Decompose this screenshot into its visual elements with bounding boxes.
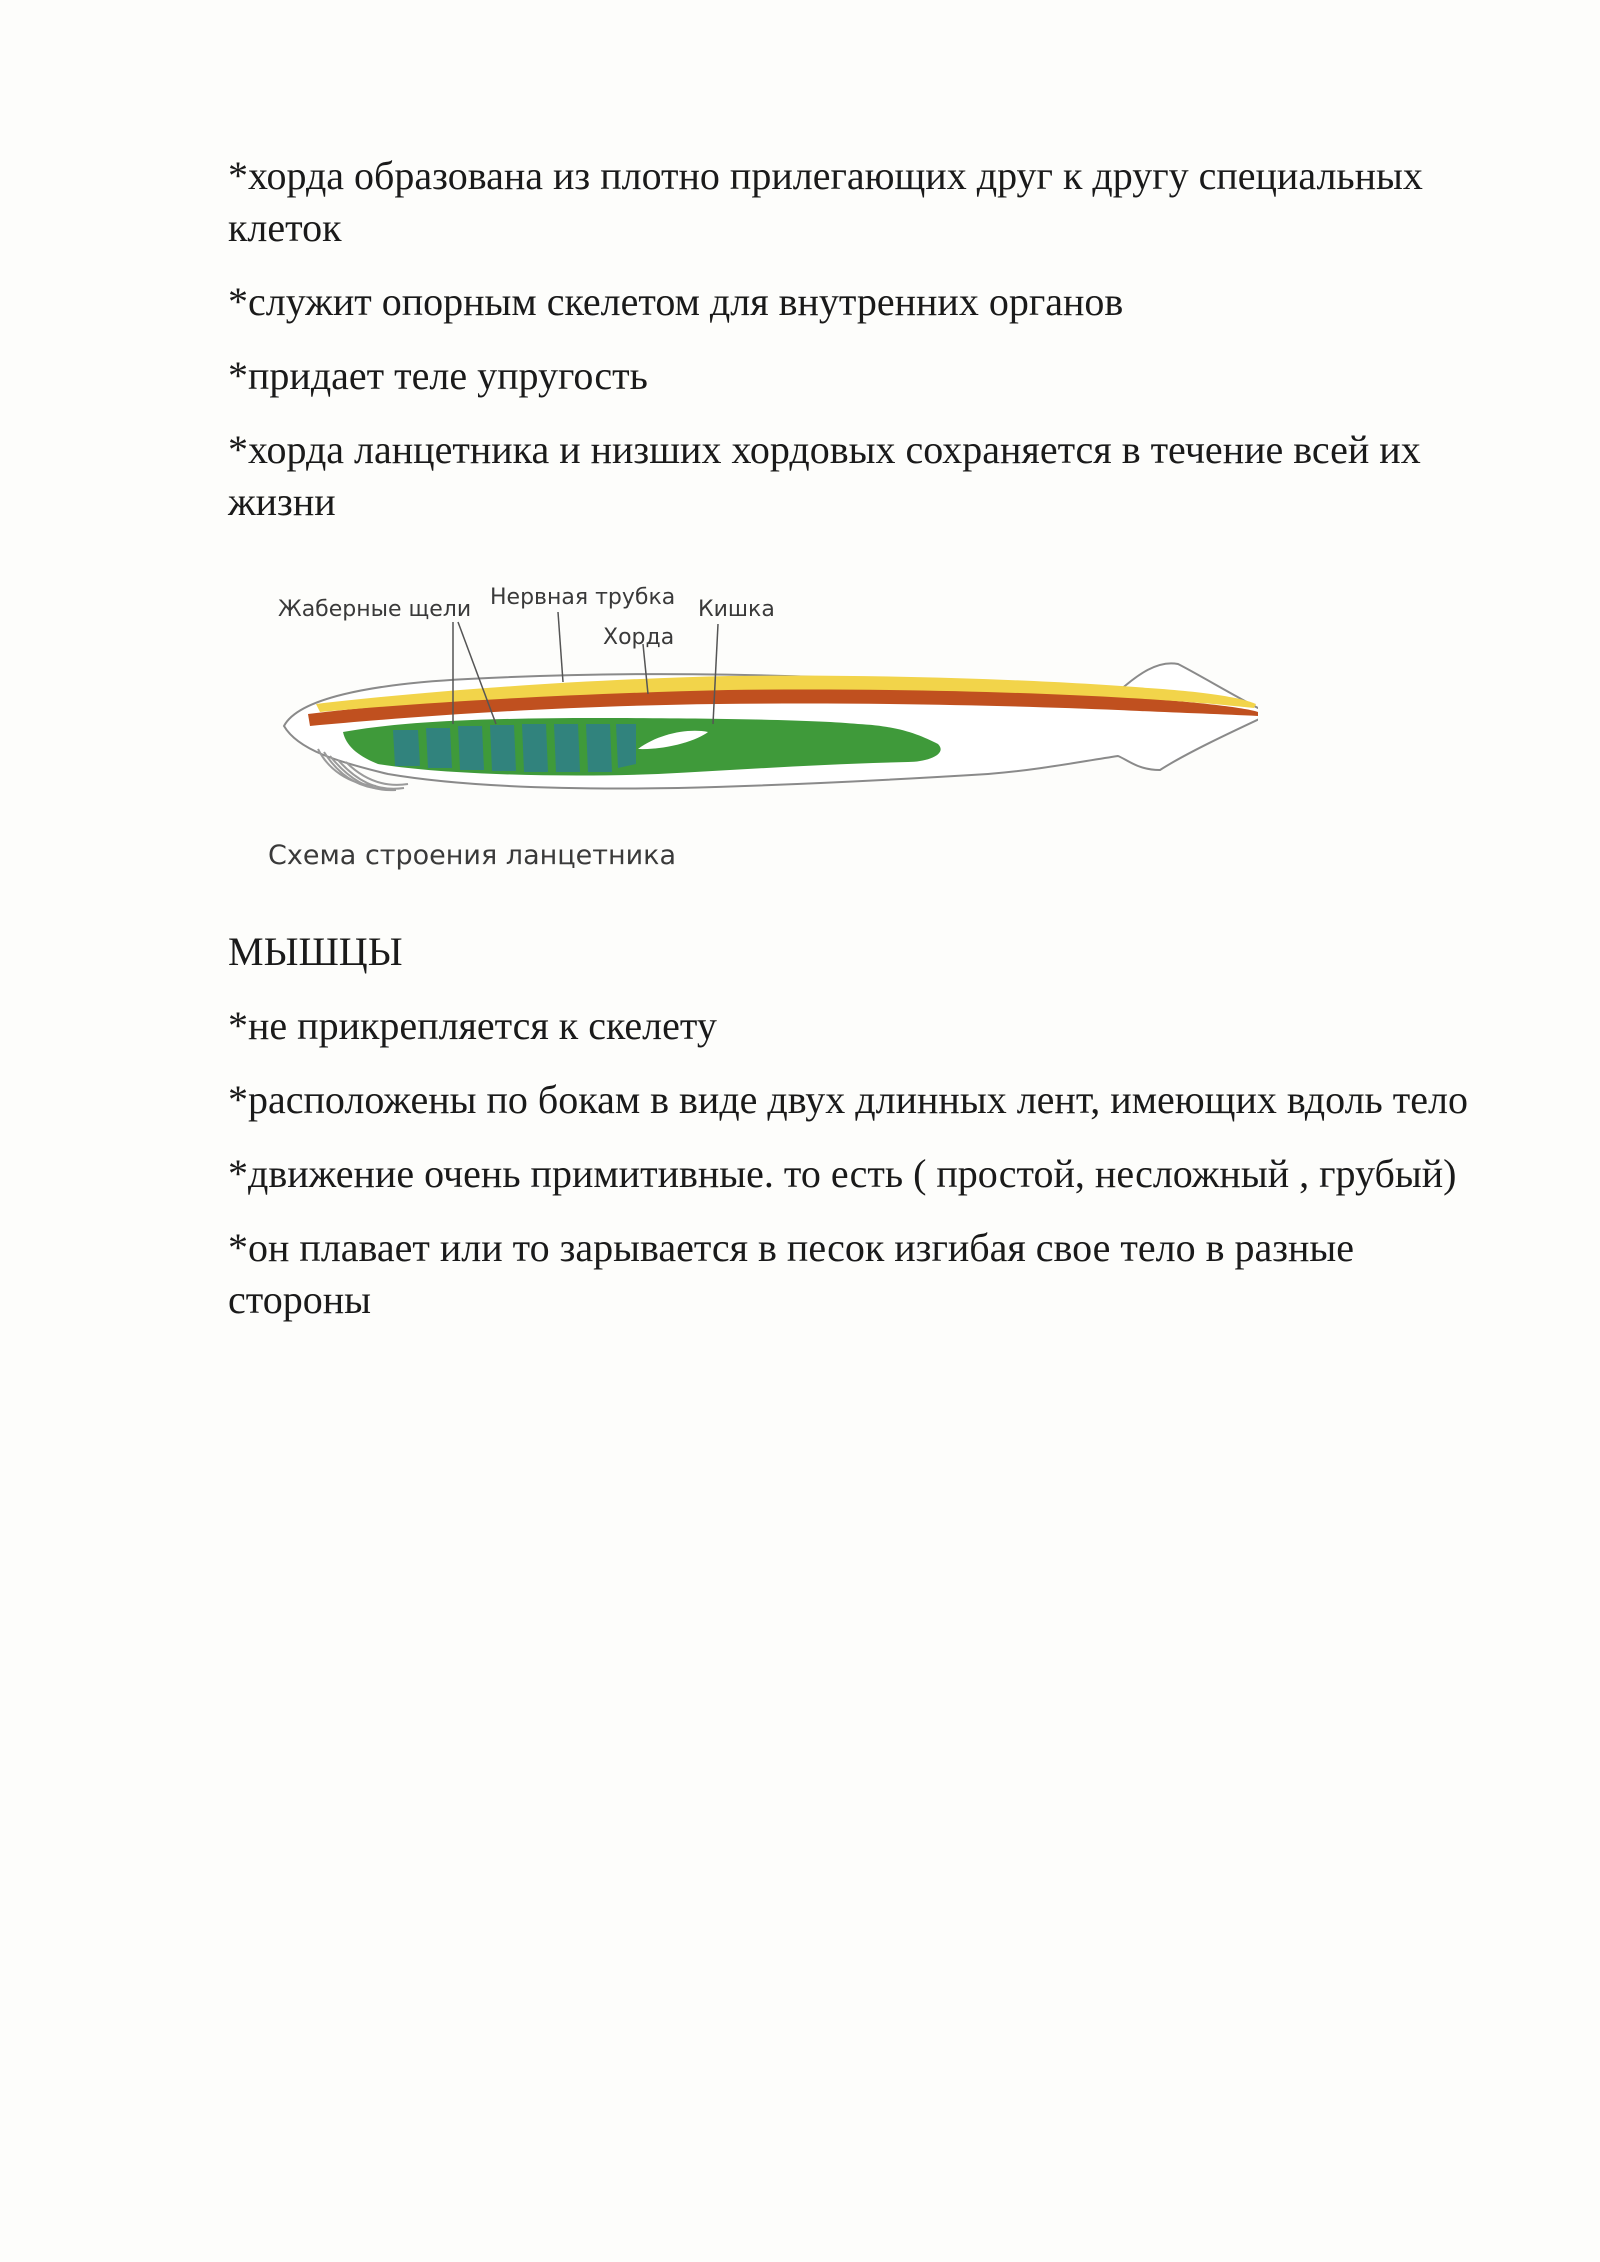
label-gill-slits: Жаберные щели xyxy=(278,597,472,622)
figure-caption: Схема строения ланцетника xyxy=(268,840,677,871)
label-neural-tube: Нервная трубка xyxy=(490,585,676,610)
lancelet-diagram xyxy=(258,574,1258,874)
chord-fact-3: *придает теле упругость xyxy=(228,353,648,398)
label-chord: Хорда xyxy=(603,625,675,650)
muscle-fact-3: *движение очень примитивные. то есть ( простой, несложный , грубый) xyxy=(228,1151,1457,1196)
chord-fact-4: *хорда ланцетника и низших хордовых сохраняется в течение всей их жизни xyxy=(228,427,1421,524)
muscles-heading: МЫШЦЫ xyxy=(228,929,403,974)
chord-fact-2: *служит опорным скелетом для внутренних органов xyxy=(228,279,1124,324)
muscle-fact-2: *расположены по бокам в виде двух длинных лент, имеющих вдоль тело xyxy=(228,1077,1468,1122)
muscle-fact-4: *он плавает или то зарывается в песок изгибая свое тело в разные стороны xyxy=(228,1225,1355,1322)
muscle-fact-1: *не прикрепляется к скелету xyxy=(228,1003,717,1048)
lancelet-diagram-svg xyxy=(258,574,1258,874)
document-content xyxy=(228,150,1488,1348)
label-intestine: Кишка xyxy=(698,597,775,622)
chord-fact-1: *хорда образована из плотно прилегающих друг к другу специальных клеток xyxy=(228,153,1423,250)
